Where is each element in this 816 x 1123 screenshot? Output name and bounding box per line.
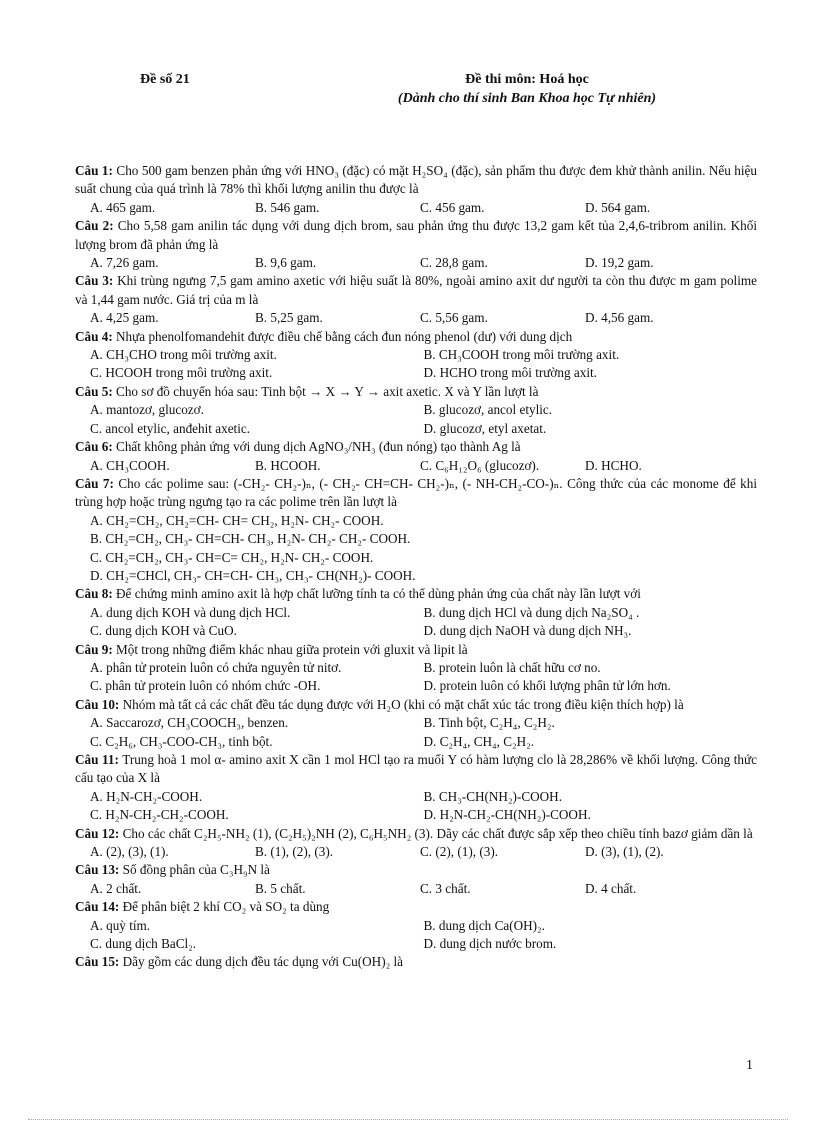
question-label: Câu 13:: [75, 862, 120, 878]
options-row: [75, 401, 757, 419]
answer-option: C. CH₂=CH₂, CH₃- CH=C= CH₂, H₂N- CH₂- COOH.: [90, 549, 374, 565]
options-row: [75, 733, 757, 751]
options-row: [75, 935, 757, 953]
question-label: Câu 6:: [75, 439, 113, 455]
question-text: Dãy gồm các dung dịch đều tác dụng với Cu(OH)₂ là: [119, 954, 404, 970]
answer-option: C. dung dịch KOH và CuO.: [90, 623, 237, 639]
question-text: Một trong những điểm khác nhau giữa protein với gluxit và lipit là: [112, 641, 468, 657]
answer-option: D. (3), (1), (2).: [585, 844, 664, 860]
question-label: Câu 9:: [75, 641, 113, 657]
options-row: [75, 457, 757, 475]
answer-option: D. HCHO trong môi trường axit.: [423, 365, 597, 381]
question-text: Trung hoà 1 mol α- amino axit X cần 1 mol HCl tạo ra muối Y có hàm lượng clo là 28,286% về khối lượng. Công thức cấu tạo của X là: [75, 752, 758, 786]
page-number: 1: [746, 1058, 753, 1073]
question-text: Cho 5,58 gam anilin tác dụng với dung dịch brom, sau phản ứng thu được 13,2 gam kết tủa 2,4,6-tribrom anilin. Khối lượng brom đã phản ứng là: [75, 218, 757, 252]
answer-option: A. CH₂=CH₂, CH₂=CH- CH= CH₂, H₂N- CH₂- COOH.: [90, 512, 384, 528]
answer-option: D. 564 gam.: [585, 199, 651, 215]
answer-option: B. HCOOH.: [255, 457, 321, 473]
options-row: [75, 346, 757, 364]
answer-option: D. CH₂=CHCl, CH₃- CH=CH- CH₃, CH₃- CH(NH₂)- COOH.: [90, 567, 416, 583]
options-row: [75, 677, 757, 695]
question-text: Cho 500 gam benzen phản ứng với HNO₃ (đặc) có mặt H₂SO₄ (đặc), sản phẩm thu được đem khử thành anilin. Nếu hiệu suất chung của quá trình là 78% thì khối lượng anilin thu được là: [75, 163, 757, 197]
question-text: Chất không phản ứng với dung dịch AgNO₃/NH₃ (đun nóng) tạo thành Ag là: [112, 439, 521, 455]
question-text: Cho các chất C₂H₅-NH₂ (1), (C₂H₅)₂NH (2), C₆H₅NH₂ (3). Dãy các chất được sắp xếp theo chiều tính bazơ giảm dần là: [119, 825, 753, 841]
answer-option: C. 28,8 gam.: [420, 255, 488, 271]
question-text: Cho sơ đồ chuyển hóa sau: Tinh bột → X → Y → axit axetic. X và Y lần lượt là: [112, 383, 539, 399]
question-7: [75, 475, 757, 512]
options-row: [75, 199, 757, 217]
question-5: [75, 383, 757, 401]
question-text: Nhựa phenolfomandehit được điều chế bằng cách đun nóng phenol (dư) với dung dịch: [112, 328, 573, 344]
answer-option: D. 4 chất.: [585, 880, 637, 896]
question-text: Số đồng phân của C₃H₉N là: [119, 862, 270, 878]
options-row: [75, 309, 757, 327]
answer-option: C. 456 gam.: [420, 199, 485, 215]
question-label: Câu 11:: [75, 752, 119, 767]
answer-option: B. protein luôn là chất hữu cơ no.: [423, 659, 601, 675]
exam-number: Đề số 21: [140, 72, 190, 87]
answer-option: B. CH₃-CH(NH₂)-COOH.: [423, 788, 563, 804]
question-14: [75, 898, 757, 916]
exam-subtitle: (Dành cho thí sinh Ban Khoa học Tự nhiên): [397, 91, 657, 106]
question-12: [75, 825, 757, 843]
question-11: [75, 751, 757, 788]
answer-option: A. dung dịch KOH và dung dịch HCl.: [90, 604, 291, 620]
question-text: Nhóm mà tất cả các chất đều tác dụng được với H₂O (khi có mặt chất xúc tác trong điều kiện thích hợp) là: [119, 696, 684, 712]
answer-option: A. phân tử protein luôn có chứa nguyên tử nitơ.: [90, 659, 342, 675]
question-text: Cho các polime sau: (-CH₂- CH₂-)ₙ, (- CH₂- CH=CH- CH₂-)ₙ, (- NH-CH₂-CO-)ₙ. Công thức của các monome để khi trùng hợp hoặc trùng ngưng tạo ra các polime trên lần lượt là: [75, 475, 758, 510]
answer-option: B. CH₃COOH trong môi trường axit.: [423, 347, 620, 363]
question-9: [75, 641, 757, 659]
question-text: Để chứng minh amino axit là hợp chất lưỡng tính ta có thể dùng phản ứng của chất này lần lượt với: [112, 586, 641, 602]
question-2: [75, 217, 757, 254]
answer-option: B. Tinh bột, C₂H₄, C₂H₂.: [423, 715, 555, 731]
answer-option: B. CH₂=CH₂, CH₃- CH=CH- CH₃, H₂N- CH₂- CH₂- COOH.: [90, 531, 411, 547]
options-row: [75, 880, 757, 898]
answer-option: D. dung dịch NaOH và dung dịch NH₃.: [423, 623, 632, 639]
question-13: [75, 861, 757, 879]
answer-option: B. 5,25 gam.: [255, 310, 323, 326]
answer-option: C. ancol etylic, anđehit axetic.: [90, 420, 251, 436]
answer-option: A. 2 chất.: [90, 880, 142, 896]
answer-option: C. C₆H₁₂O₆ (glucozơ).: [420, 457, 540, 473]
answer-option: C. H₂N-CH₂-CH₂-COOH.: [90, 807, 229, 823]
answer-option: A. quỳ tím.: [90, 917, 151, 933]
answer-option: D. HCHO.: [585, 457, 642, 473]
question-label: Câu 2:: [75, 218, 114, 234]
options-row: [75, 843, 757, 861]
question-15: [75, 953, 757, 971]
answer-option: D. 4,56 gam.: [585, 310, 654, 326]
exam-header: [372, 72, 682, 107]
answer-option: D. protein luôn có khối lượng phân tử lớn hơn.: [423, 678, 671, 694]
answer-option: A. mantozơ, glucozơ.: [90, 402, 204, 418]
options-row: [75, 806, 757, 824]
question-label: Câu 5:: [75, 383, 113, 399]
question-label: Câu 15:: [75, 954, 120, 970]
options-row: [75, 364, 757, 382]
question-label: Câu 4:: [75, 328, 113, 344]
answer-option: A. Saccarozơ, CH₃COOCH₃, benzen.: [90, 715, 289, 731]
answer-option: C. (2), (1), (3).: [420, 844, 499, 860]
question-text: Để phân biệt 2 khí CO₂ và SO₂ ta dùng: [119, 899, 330, 915]
answer-option: B. dung dịch HCl và dung dịch Na₂SO₄ .: [423, 604, 640, 620]
question-4: [75, 328, 757, 346]
question-label: Câu 14:: [75, 899, 120, 915]
answer-option: D. 19,2 gam.: [585, 255, 654, 271]
answer-option: A. H₂N-CH₂-COOH.: [90, 788, 203, 804]
options-row: [75, 604, 757, 622]
options-row: [75, 420, 757, 438]
options-row: [75, 254, 757, 272]
page-bottom-divider: [28, 1119, 788, 1120]
answer-option: A. 4,25 gam.: [90, 310, 159, 326]
question-10: [75, 696, 757, 714]
options-row: [75, 714, 757, 732]
question-list: [75, 162, 757, 972]
answer-option: D. C₂H₄, CH₄, C₂H₂.: [423, 733, 535, 749]
answer-option: B. (1), (2), (3).: [255, 844, 334, 860]
question-label: Câu 8:: [75, 586, 113, 602]
question-label: Câu 10:: [75, 696, 120, 712]
exam-title: Đề thi môn: Hoá học: [465, 72, 589, 87]
answer-option: D. H₂N-CH₂-CH(NH₂)-COOH.: [423, 807, 591, 823]
question-8: [75, 585, 757, 603]
answer-option: A. (2), (3), (1).: [90, 844, 169, 860]
answer-option: A. 7,26 gam.: [90, 255, 159, 271]
options-row: [75, 659, 757, 677]
question-label: Câu 3:: [75, 273, 114, 289]
answer-option: B. 546 gam.: [255, 199, 320, 215]
question-label: Câu 1:: [75, 163, 113, 178]
answer-option: A. CH₃COOH.: [90, 457, 170, 473]
answer-option: B. 5 chất.: [255, 880, 306, 896]
question-6: [75, 438, 757, 456]
options-row: [75, 917, 757, 935]
question-text: Khi trùng ngưng 7,5 gam amino axetic với hiệu suất là 80%, ngoài amino axit dư người ta còn thu được m gam polime và 1,44 gam nước. Giá trị của m là: [75, 273, 757, 307]
answer-option: C. 3 chất.: [420, 880, 471, 896]
answer-option: C. dung dịch BaCl₂.: [90, 936, 197, 952]
answer-option: C. phân tử protein luôn có nhóm chức -OH.: [90, 678, 321, 694]
answer-option: D. glucozơ, etyl axetat.: [423, 420, 547, 436]
answer-option: C. 5,56 gam.: [420, 310, 488, 326]
answer-option: A. 465 gam.: [90, 199, 156, 215]
answer-option: C. C₂H₆, CH₃-COO-CH₃, tinh bột.: [90, 733, 273, 749]
answer-option: D. dung dịch nước brom.: [423, 936, 557, 952]
answer-option: C. HCOOH trong môi trường axit.: [90, 365, 273, 381]
question-label: Câu 7:: [75, 475, 114, 491]
answer-option: B. 9,6 gam.: [255, 255, 317, 271]
options-row: [75, 788, 757, 806]
answer-option: A. CH₃CHO trong môi trường axit.: [90, 347, 277, 363]
question-1: [75, 162, 757, 199]
options-row: [75, 622, 757, 640]
question-3: [75, 272, 757, 309]
answer-option: B. glucozơ, ancol etylic.: [423, 402, 553, 418]
question-label: Câu 12:: [75, 825, 120, 841]
answer-option: B. dung dịch Ca(OH)₂.: [423, 917, 545, 933]
